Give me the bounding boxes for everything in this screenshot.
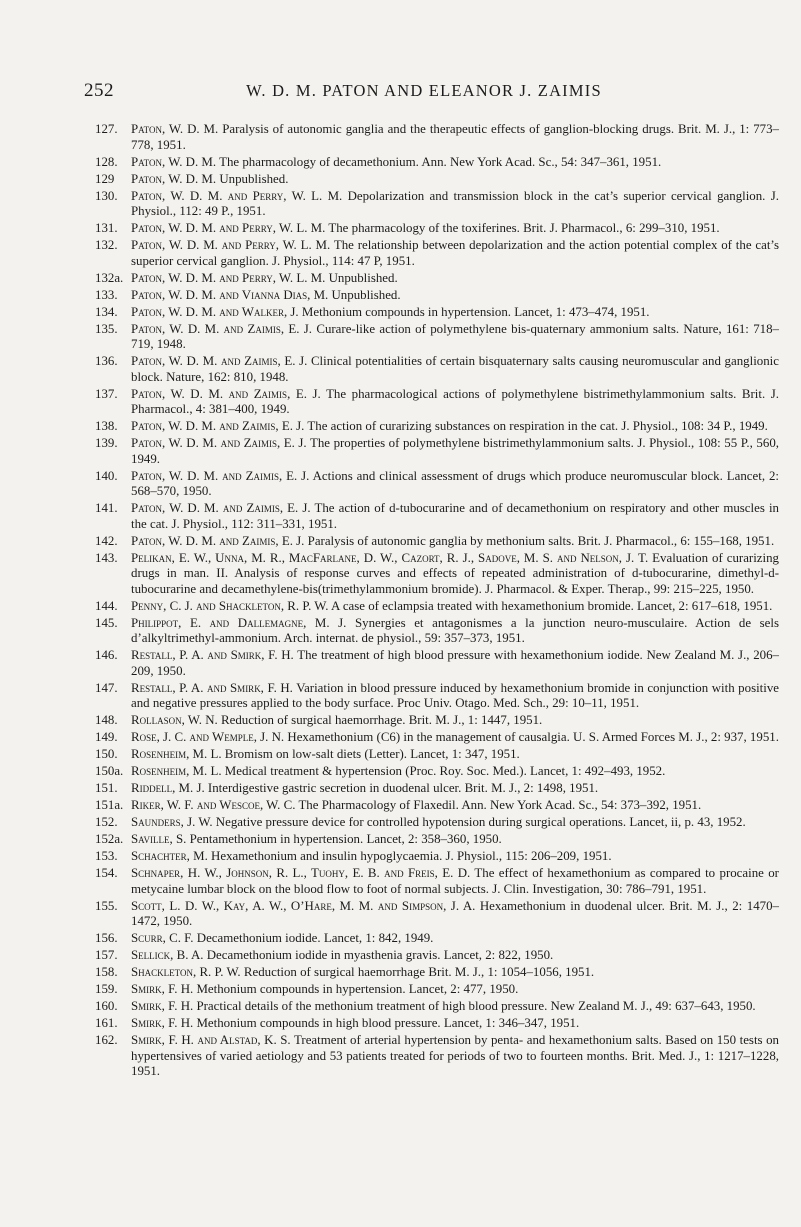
reference-item <box>95 899 779 930</box>
reference-number: 133. <box>95 287 118 302</box>
reference-authors: Riddell, M. J. <box>131 781 205 795</box>
reference-text: Unpublished. <box>219 171 289 186</box>
reference-number: 136. <box>95 354 118 368</box>
reference-number: 135. <box>95 321 118 336</box>
reference-number: 141. <box>95 501 118 515</box>
reference-text: Reduction of surgical haemorrhage. Brit. M. J., 1: 1447, 1951. <box>221 713 543 727</box>
reference-text: The action of d-tubocurarine and of decamethonium on respiratory and other muscles in the cat. J. Physiol., 112: 311–331, 1951. <box>131 501 779 531</box>
reference-authors: Paton, W. D. M. <box>131 122 219 136</box>
reference-text: Methonium compounds in high blood pressure. Lancet, 1: 346–347, 1951. <box>196 1016 580 1030</box>
reference-number: 157. <box>95 948 118 962</box>
reference-number: 127. <box>95 122 118 136</box>
reference-item <box>95 1033 779 1080</box>
reference-number: 139. <box>95 436 118 450</box>
reference-text: The action of curarizing substances on respiration in the cat. J. Physiol., 108: 34 P., 1949. <box>307 419 768 433</box>
page-number: 252 <box>84 80 114 101</box>
reference-item <box>95 982 779 998</box>
reference-authors: Scurr, C. F. <box>131 931 194 945</box>
reference-text: Variation in blood pressure induced by hexamethonium bromide in conjunction with positive and negative pressures applied to the body surface. Proc Univ. Otago. Med. Sch., 29: 10–11, 1951. <box>131 680 779 710</box>
reference-item <box>95 122 779 153</box>
reference-item <box>95 648 779 679</box>
reference-item <box>95 305 779 321</box>
reference-item <box>95 713 779 729</box>
reference-number: 152. <box>95 815 118 829</box>
reference-number: 130. <box>95 188 118 203</box>
reference-number: 140. <box>95 468 118 483</box>
reference-authors: Paton, W. D. M. <box>131 171 217 186</box>
reference-number: 143. <box>95 550 118 565</box>
reference-authors: Scott, L. D. W., Kay, A. W., O’Hare, M. M. and Simpson, J. A. <box>131 898 476 913</box>
reference-authors: Rosenheim, M. L. <box>131 747 222 761</box>
reference-item <box>95 501 779 532</box>
reference-number: 151. <box>95 781 118 795</box>
reference-item <box>95 155 779 171</box>
reference-item <box>95 221 779 237</box>
reference-item <box>95 948 779 964</box>
reference-text: The relationship between depolarization and the action potential complex of the cat’s superior cervical ganglion. J. Physiol., 114: 47 P, 1951. <box>131 238 779 268</box>
reference-text: The pharmacology of the toxiferines. Brit. J. Pharmacol., 6: 299–310, 1951. <box>328 221 720 235</box>
reference-authors: Paton, W. D. M. and Zaimis, E. J. <box>131 436 307 450</box>
reference-item <box>95 288 779 304</box>
reference-number: 152a. <box>95 832 124 846</box>
reference-text: The Pharmacology of Flaxedil. Ann. New York Acad. Sc., 54: 373–392, 1951. <box>298 798 702 812</box>
reference-authors: Paton, W. D. M. and Perry, W. L. M. <box>131 188 343 203</box>
running-head: W. D. M. PATON AND ELEANOR J. ZAIMIS <box>246 81 602 100</box>
reference-list <box>95 122 779 1081</box>
reference-authors: Paton, W. D. M. and Zaimis, E. J. <box>131 354 308 368</box>
reference-number: 148. <box>95 713 118 727</box>
reference-text: The pharmacological actions of polymethylene bistrimethylammonium salts. Brit. J. Pharmacol., 4: 381–400, 1949. <box>131 386 779 416</box>
reference-text: Reduction of surgical haemorrhage Brit. M. J., 1: 1054–1056, 1951. <box>243 965 595 979</box>
reference-text: Evaluation of curarizing drugs in man. II. Analysis of response curves and effects of repeated administration of d-tubocurarine, dimethyl-d-tubocurarine and decamethylene-bis(trimethylammonium bromide). J. Pharmacol. & Exper. Therap., 99: 215–225, 1950. <box>131 550 779 596</box>
reference-authors: Rollason, W. N. <box>131 713 218 727</box>
reference-authors: Saunders, J. W. <box>131 815 213 829</box>
reference-text: Bromism on low-salt diets (Letter). Lancet, 1: 347, 1951. <box>224 747 520 761</box>
reference-item <box>95 931 779 947</box>
reference-item <box>95 189 779 220</box>
reference-item <box>95 781 779 797</box>
reference-text: Methonium compounds in hypertension. Lancet, 2: 477, 1950. <box>196 982 519 996</box>
reference-number: 159. <box>95 982 118 996</box>
reference-text: Practical details of the methonium treatment of high blood pressure. New Zealand M. J., 49: 637–643, 1950. <box>196 999 756 1013</box>
reference-text: Clinical potentialities of certain bisquaternary salts causing neuromuscular and ganglionic block. Nature, 162: 810, 1948. <box>131 354 779 384</box>
reference-number: 131. <box>95 221 118 235</box>
reference-number: 154. <box>95 866 118 880</box>
reference-item <box>95 849 779 865</box>
reference-item <box>95 271 779 287</box>
reference-authors: Paton, W. D. M. and Zaimis, E. J. <box>131 468 310 483</box>
reference-number: 128. <box>95 154 118 169</box>
reference-authors: Restall, P. A. and Smirk, F. H. <box>131 680 293 695</box>
reference-authors: Philippot, E. and Dallemagne, M. J. <box>131 615 347 630</box>
reference-authors: Paton, W. D. M. and Walker, J. <box>131 304 299 319</box>
reference-text: Interdigestive gastric secretion in duodenal ulcer. Brit. M. J., 2: 1498, 1951. <box>207 781 599 795</box>
reference-text: Paralysis of autonomic ganglia by methonium salts. Brit. J. Pharmacol., 6: 155–168, 1951. <box>307 533 775 548</box>
reference-authors: Sellick, B. A. <box>131 948 204 962</box>
reference-number: 134. <box>95 304 118 319</box>
reference-number: 155. <box>95 898 118 913</box>
reference-text: Negative pressure device for controlled hypotension during surgical operations. Lancet, ii, p. 43, 1952. <box>215 815 746 829</box>
page-header <box>84 80 764 104</box>
reference-number: 147. <box>95 680 118 695</box>
reference-item <box>95 798 779 814</box>
reference-text: Decamethonium iodide in myasthenia gravis. Lancet, 2: 822, 1950. <box>206 948 554 962</box>
reference-number: 132a. <box>95 270 124 285</box>
reference-text: Depolarization and transmission block in the cat’s superior cervical ganglion. J. Physiol., 112: 49 P., 1951. <box>131 188 779 218</box>
reference-authors: Paton, W. D. M. and Zaimis, E. J. <box>131 501 311 515</box>
reference-item <box>95 322 779 353</box>
reference-authors: Paton, W. D. M. and Zaimis, E. J. <box>131 419 305 433</box>
reference-item <box>95 469 779 500</box>
reference-authors: Smirk, F. H. and Alstad, K. S. <box>131 1033 291 1047</box>
reference-item <box>95 1016 779 1032</box>
reference-authors: Schachter, M. <box>131 849 208 863</box>
reference-authors: Rosenheim, M. L. <box>131 764 222 778</box>
reference-authors: Paton, W. D. M. and Zaimis, E. J. <box>131 386 321 401</box>
reference-authors: Smirk, F. H. <box>131 1016 194 1030</box>
reference-item <box>95 436 779 467</box>
reference-item <box>95 354 779 385</box>
reference-authors: Shackleton, R. P. W. <box>131 965 241 979</box>
reference-text: Medical treatment & hypertension (Proc. Roy. Soc. Med.). Lancet, 1: 492–493, 1952. <box>224 764 666 778</box>
reference-number: 138. <box>95 419 118 433</box>
reference-text: Hexamethonium (C6) in the management of causalgia. U. S. Armed Forces M. J., 2: 937, 1951. <box>287 730 779 744</box>
reference-number: 151a. <box>95 798 124 812</box>
reference-item <box>95 551 779 598</box>
reference-authors: Smirk, F. H. <box>131 982 194 996</box>
reference-item <box>95 866 779 897</box>
reference-number: 142. <box>95 533 118 548</box>
reference-text: The properties of polymethylene bistrimethylammonium salts. J. Physiol., 108: 55 P., 560, 1949. <box>131 436 779 466</box>
reference-text: Synergies et antagonismes a la junction neuro-musculaire. Action de sels d’alkyltrimethyl-ammonium. Arch. internat. de physiol., 59: 357–373, 1951. <box>131 615 779 645</box>
reference-number: 150. <box>95 747 118 761</box>
reference-number: 158. <box>95 965 118 979</box>
reference-authors: Paton, W. D. M. and Perry, W. L. M. <box>131 221 326 235</box>
reference-authors: Riker, W. F. and Wescoe, W. C. <box>131 798 296 812</box>
reference-item <box>95 534 779 550</box>
reference-authors: Restall, P. A. and Smirk, F. H. <box>131 648 294 662</box>
reference-item <box>95 815 779 831</box>
reference-item <box>95 730 779 746</box>
reference-item <box>95 238 779 269</box>
reference-item <box>95 681 779 712</box>
reference-number: 160. <box>95 999 118 1013</box>
reference-text: Treatment of arterial hypertension by penta- and hexamethonium salts. Based on 150 tests on hypertensives of varied aetiology and 53 patients treated for periods of two to fourteen months. Brit. Med. J., 1: 1217–1228, 1951. <box>131 1033 779 1078</box>
reference-text: Pentamethonium in hypertension. Lancet, 2: 358–360, 1950. <box>189 832 502 846</box>
reference-text: Decamethonium iodide. Lancet, 1: 842, 1949. <box>196 931 434 945</box>
reference-authors: Penny, C. J. and Shackleton, R. P. W. <box>131 598 329 613</box>
reference-authors: Paton, W. D. M. and Perry, W. L. M. <box>131 270 326 285</box>
reference-authors: Schnaper, H. W., Johnson, R. L., Tuohy, E. B. and Freis, E. D. <box>131 866 471 880</box>
reference-text: The pharmacology of decamethonium. Ann. New York Acad. Sc., 54: 347–361, 1951. <box>219 154 662 169</box>
reference-number: 162. <box>95 1033 118 1047</box>
reference-number: 132. <box>95 238 118 252</box>
reference-item <box>95 616 779 647</box>
reference-number: 150a. <box>95 764 124 778</box>
reference-authors: Paton, W. D. M. <box>131 154 217 169</box>
reference-text: A case of eclampsia treated with hexamethonium bromide. Lancet, 2: 617–618, 1951. <box>331 598 773 613</box>
reference-item <box>95 965 779 981</box>
reference-authors: Paton, W. D. M. and Zaimis, E. J. <box>131 321 313 336</box>
reference-authors: Saville, S. <box>131 832 187 846</box>
reference-number: 161. <box>95 1016 118 1030</box>
reference-number: 144. <box>95 598 118 613</box>
reference-text: The treatment of high blood pressure with hexamethonium iodide. New Zealand M. J., 206–209, 1950. <box>131 648 779 678</box>
reference-authors: Paton, W. D. M. and Perry, W. L. M. <box>131 238 331 252</box>
reference-text: Hexamethonium and insulin hypoglycaemia. J. Physiol., 115: 206–209, 1951. <box>211 849 612 863</box>
reference-text: Methonium compounds in hypertension. Lancet, 1: 473–474, 1951. <box>301 304 650 319</box>
reference-text: Unpublished. <box>328 270 398 285</box>
reference-item <box>95 832 779 848</box>
reference-number: 146. <box>95 648 118 662</box>
reference-number: 129 <box>95 171 115 186</box>
reference-number: 153. <box>95 849 118 863</box>
reference-item <box>95 419 779 435</box>
reference-number: 156. <box>95 931 118 945</box>
reference-authors: Smirk, F. H. <box>131 999 194 1013</box>
reference-item <box>95 999 779 1015</box>
reference-authors: Rose, J. C. and Wemple, J. N. <box>131 730 285 744</box>
reference-text: Curare-like action of polymethylene bis-quaternary ammonium salts. Nature, 161: 718–719, 1948. <box>131 321 779 351</box>
reference-item <box>95 599 779 615</box>
reference-authors: Paton, W. D. M. and Vianna Dias, M. <box>131 287 329 302</box>
reference-item <box>95 387 779 418</box>
reference-text: Hexamethonium in duodenal ulcer. Brit. M. J., 2: 1470–1472, 1950. <box>131 898 779 928</box>
reference-item <box>95 764 779 780</box>
reference-text: Unpublished. <box>331 287 401 302</box>
reference-authors: Paton, W. D. M. and Zaimis, E. J. <box>131 533 305 548</box>
reference-number: 149. <box>95 730 118 744</box>
reference-text: Paralysis of autonomic ganglia and the therapeutic effects of ganglion-blocking drugs. Brit. M. J., 1: 773–778, 1951. <box>131 122 779 152</box>
reference-number: 137. <box>95 386 118 401</box>
reference-text: The effect of hexamethonium as compared to procaine or metycaine lumbar block on the blood flow to foot of normal subjects. J. Clin. Investigation, 30: 786–791, 1951. <box>131 866 779 896</box>
reference-item <box>95 747 779 763</box>
reference-item <box>95 172 779 188</box>
reference-number: 145. <box>95 615 118 630</box>
reference-text: Actions and clinical assessment of drugs which produce neuromuscular block. Lancet, 2: 568–570, 1950. <box>131 468 780 498</box>
reference-authors: Pelikan, E. W., Unna, M. R., MacFarlane, D. W., Cazort, R. J., Sadove, M. S. and Nelson, J. T. <box>131 550 649 565</box>
